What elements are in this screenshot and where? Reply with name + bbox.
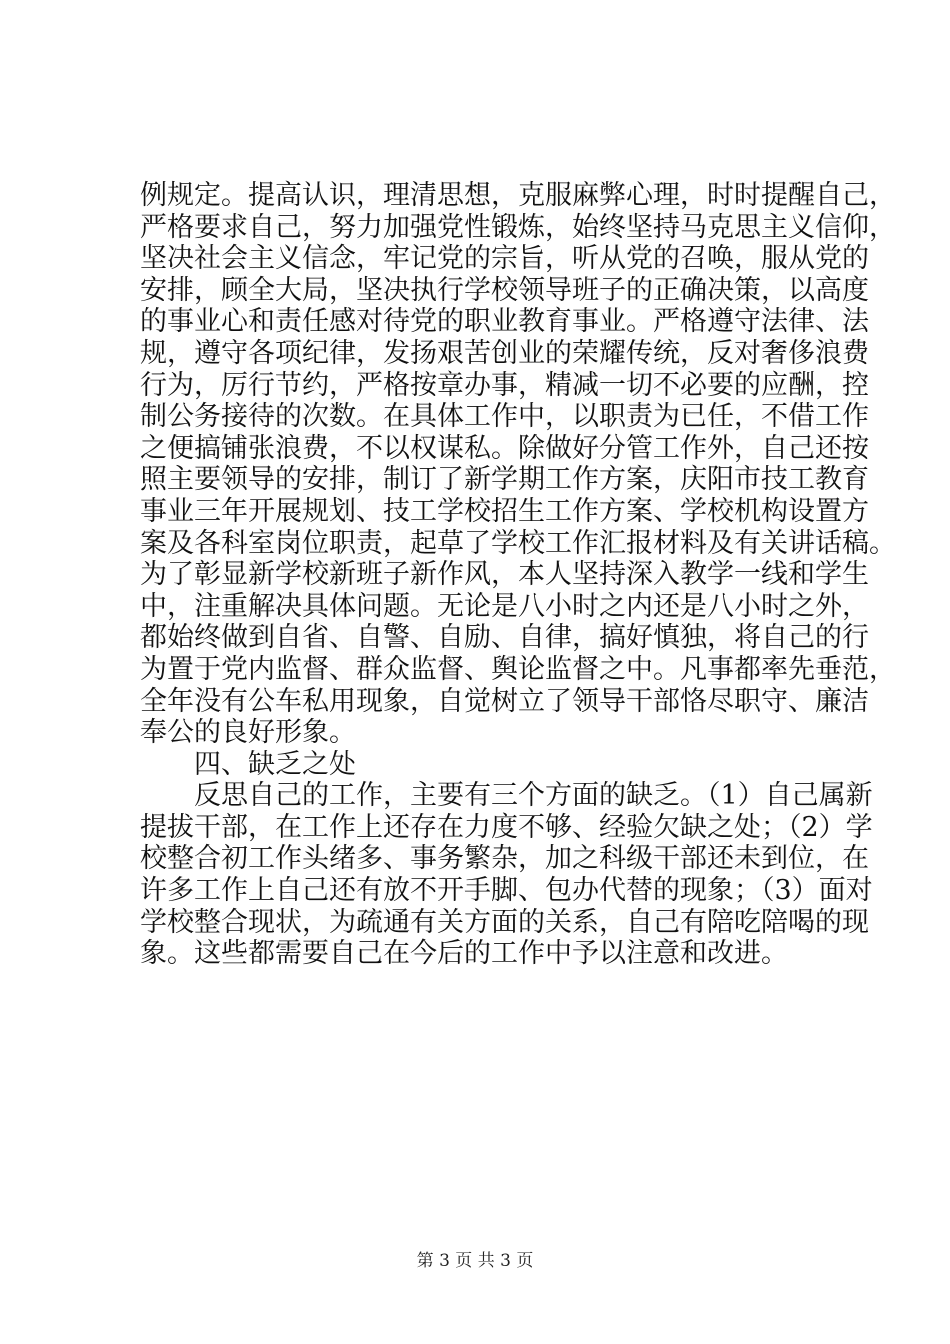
body-line: 事业三年开展规划、技工学校招生工作方案、学校机构设置方 [140, 495, 869, 527]
body-line: 案及各科室岗位职责，起草了学校工作汇报材料及有关讲话稿。 [140, 527, 896, 559]
body-line: 制公务接待的次数。在具体工作中，以职责为已任，不借工作 [140, 401, 869, 433]
body-line: 之便搞铺张浪费，不以权谋私。除做好分管工作外，自己还按 [140, 432, 869, 464]
body-line: 严格要求自己，努力加强党性锻炼，始终坚持马克思主义信仰， [140, 211, 896, 243]
body-line: 安排，顾全大局，坚决执行学校领导班子的正确决策，以高度 [140, 274, 869, 306]
body-line: 为了彰显新学校新班子新作风，本人坚持深入教学一线和学生 [140, 559, 869, 591]
body-line: 都始终做到自省、自警、自励、自律，搞好慎独，将自己的行 [140, 622, 869, 654]
body-line: 反思自己的工作，主要有三个方面的缺乏。（1）自己属新 [194, 780, 873, 812]
page-number-footer: 第 3 页 共 3 页 [416, 1251, 534, 1271]
body-line: 例规定。提高认识，理清思想，克服麻弊心理，时时提醒自己， [140, 180, 896, 211]
body-line: 行为，厉行节约，严格按章办事，精减一切不必要的应酬，控 [140, 369, 869, 401]
body-line: 照主要领导的安排，制订了新学期工作方案，庆阳市技工教育 [140, 464, 869, 496]
body-line: 坚决社会主义信念，牢记党的宗旨，听从党的召唤，服从党的 [140, 243, 869, 275]
body-line: 为置于党内监督、群众监督、舆论监督之中。凡事都率先垂范， [140, 653, 896, 685]
body-line: 规，遵守各项纪律，发扬艰苦创业的荣耀传统，反对奢侈浪费 [140, 337, 869, 369]
body-line: 奉公的良好形象。 [140, 717, 356, 749]
section-heading: 四、缺乏之处 [194, 748, 356, 780]
body-line: 许多工作上自己还有放不开手脚、包办代替的现象；（3）面对 [140, 875, 873, 907]
body-line: 象。这些都需要自己在今后的工作中予以注意和改进。 [140, 938, 788, 970]
body-line: 中，注重解决具体问题。无论是八小时之内还是八小时之外， [140, 590, 869, 622]
body-line: 的事业心和责任感对待党的职业教育事业。严格遵守法律、法 [140, 306, 869, 338]
body-line: 全年没有公车私用现象，自觉树立了领导干部恪尽职守、廉洁 [140, 685, 869, 717]
body-line: 校整合初工作头绪多、事务繁杂，加之科级干部还未到位，在 [140, 843, 869, 875]
document-body [140, 180, 896, 970]
body-line: 提拔干部，在工作上还存在力度不够、经验欠缺之处；（2）学 [140, 811, 873, 843]
body-line: 学校整合现状，为疏通有关方面的关系，自己有陪吃陪喝的现 [140, 906, 869, 938]
